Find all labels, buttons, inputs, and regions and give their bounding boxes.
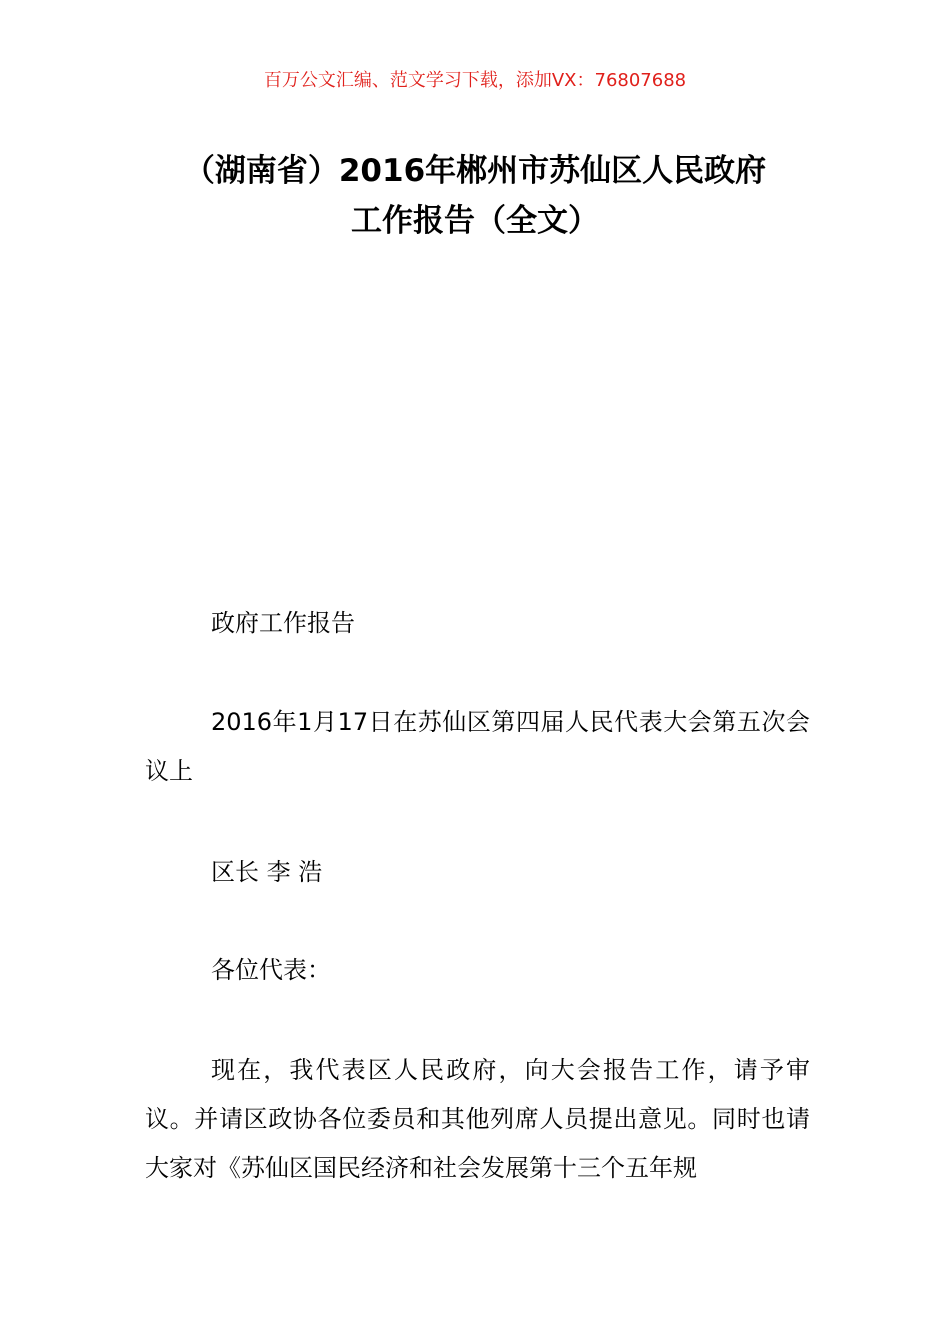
document-title-line-2: 工作报告（全文） [351, 203, 599, 239]
speaker-paragraph: 区长 李 浩 [211, 858, 323, 886]
header-promo-note: 百万公文汇编、范文学习下载，添加VX：76807688 [263, 70, 687, 91]
document-title [120, 146, 830, 246]
body-paragraph: 现在，我代表区人民政府，向大会报告工作，请予审议。并请区政协各位委员和其他列席人员提出意见。同时也请大家对《苏仙区国民经济和社会发展第十三个五年规 [145, 1056, 810, 1182]
meeting-date-paragraph: 2016年1月17日在苏仙区第四届人民代表大会第五次会议上 [145, 708, 810, 785]
salutation-paragraph: 各位代表： [211, 956, 331, 984]
document-title-line-1: （湖南省）2016年郴州市苏仙区人民政府 [183, 153, 767, 189]
report-heading-paragraph: 政府工作报告 [211, 609, 355, 637]
